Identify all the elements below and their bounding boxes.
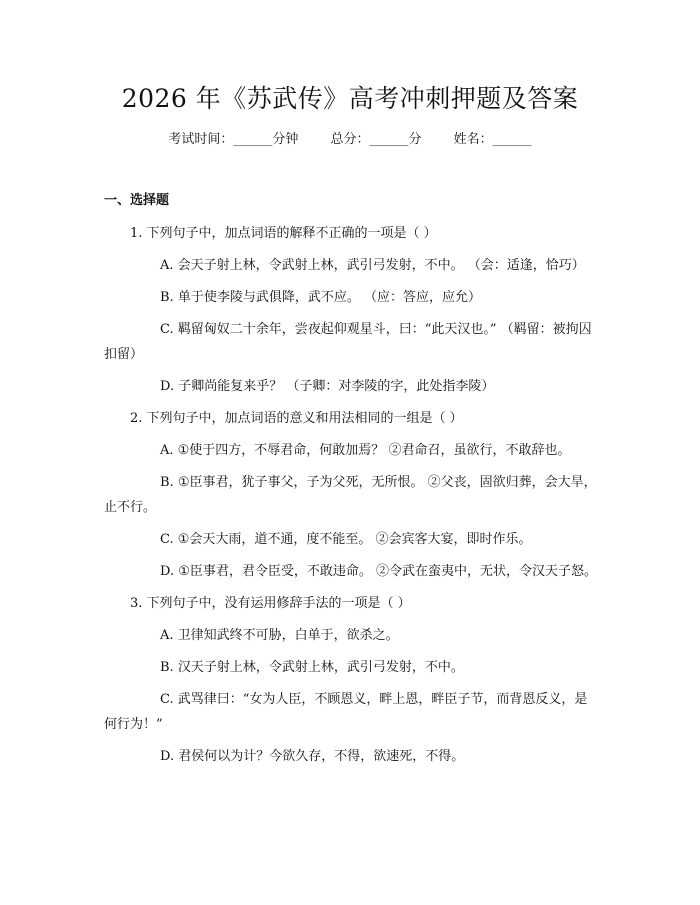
question-2 (104, 406, 600, 584)
question-1 (104, 221, 600, 399)
option-c: C. 羁留匈奴二十余年，尝夜起仰观星斗，曰：“此天汉也。” （羁留：被拘囚扣留） (104, 322, 592, 362)
option-b: B. ①臣事君，犹子事父，子为父死，无所恨。 ②父丧，固欲归葬，会大旱，止不行。 (104, 475, 597, 515)
exam-name: 姓名：______ (453, 132, 532, 147)
option-d: D. ①臣事君，君令臣受，不敢违命。 ②令武在蛮夷中，无状，令汉天子怒。 (160, 564, 598, 579)
exam-time: 考试时间：______分钟 (168, 132, 299, 147)
option-d: D. 子卿尚能复来乎？ （子卿：对李陵的字，此处指李陵） (160, 379, 495, 394)
option-a: A. 卫律知武终不可胁，白单于，欲杀之。 (160, 628, 399, 643)
question-stem: 2. 下列句子中，加点词语的意义和用法相同的一组是（ ） (130, 411, 463, 426)
option-a: A. 会天子射上林，令武射上林，武引弓发射，不中。 （会：适逢，恰巧） (160, 258, 585, 273)
option-a: A. ①使于四方，不辱君命，何敢加焉？ ②君命召，虽欲行，不敢辞也。 (160, 443, 571, 458)
option-c: C. ①会天大雨，道不通，度不能至。 ②会宾客大宴，即时作乐。 (160, 532, 532, 547)
exam-score: 总分：______分 (330, 132, 422, 147)
section-heading: 一、选择题 (104, 193, 170, 208)
question-3 (104, 591, 600, 769)
option-b: B. 单于使李陵与武俱降，武不应。 （应：答应，应允） (160, 290, 481, 305)
question-stem: 1. 下列句子中，加点词语的解释不正确的一项是（ ） (130, 226, 437, 241)
exam-meta (0, 130, 700, 150)
option-d: D. 君侯何以为计？今欲久存，不得，欲速死，不得。 (160, 749, 465, 764)
page-title: 2026 年《苏武传》高考冲刺押题及答案 (121, 84, 579, 113)
exam-content (104, 188, 600, 776)
option-b: B. 汉天子射上林，令武射上林，武引弓发射，不中。 (160, 660, 464, 675)
question-stem: 3. 下列句子中，没有运用修辞手法的一项是（ ） (130, 596, 411, 611)
option-c: C. 武骂律曰：“女为人臣，不顾恩义，畔上恩，畔臣子节，而背恩反义，是何行为！” (104, 692, 588, 732)
